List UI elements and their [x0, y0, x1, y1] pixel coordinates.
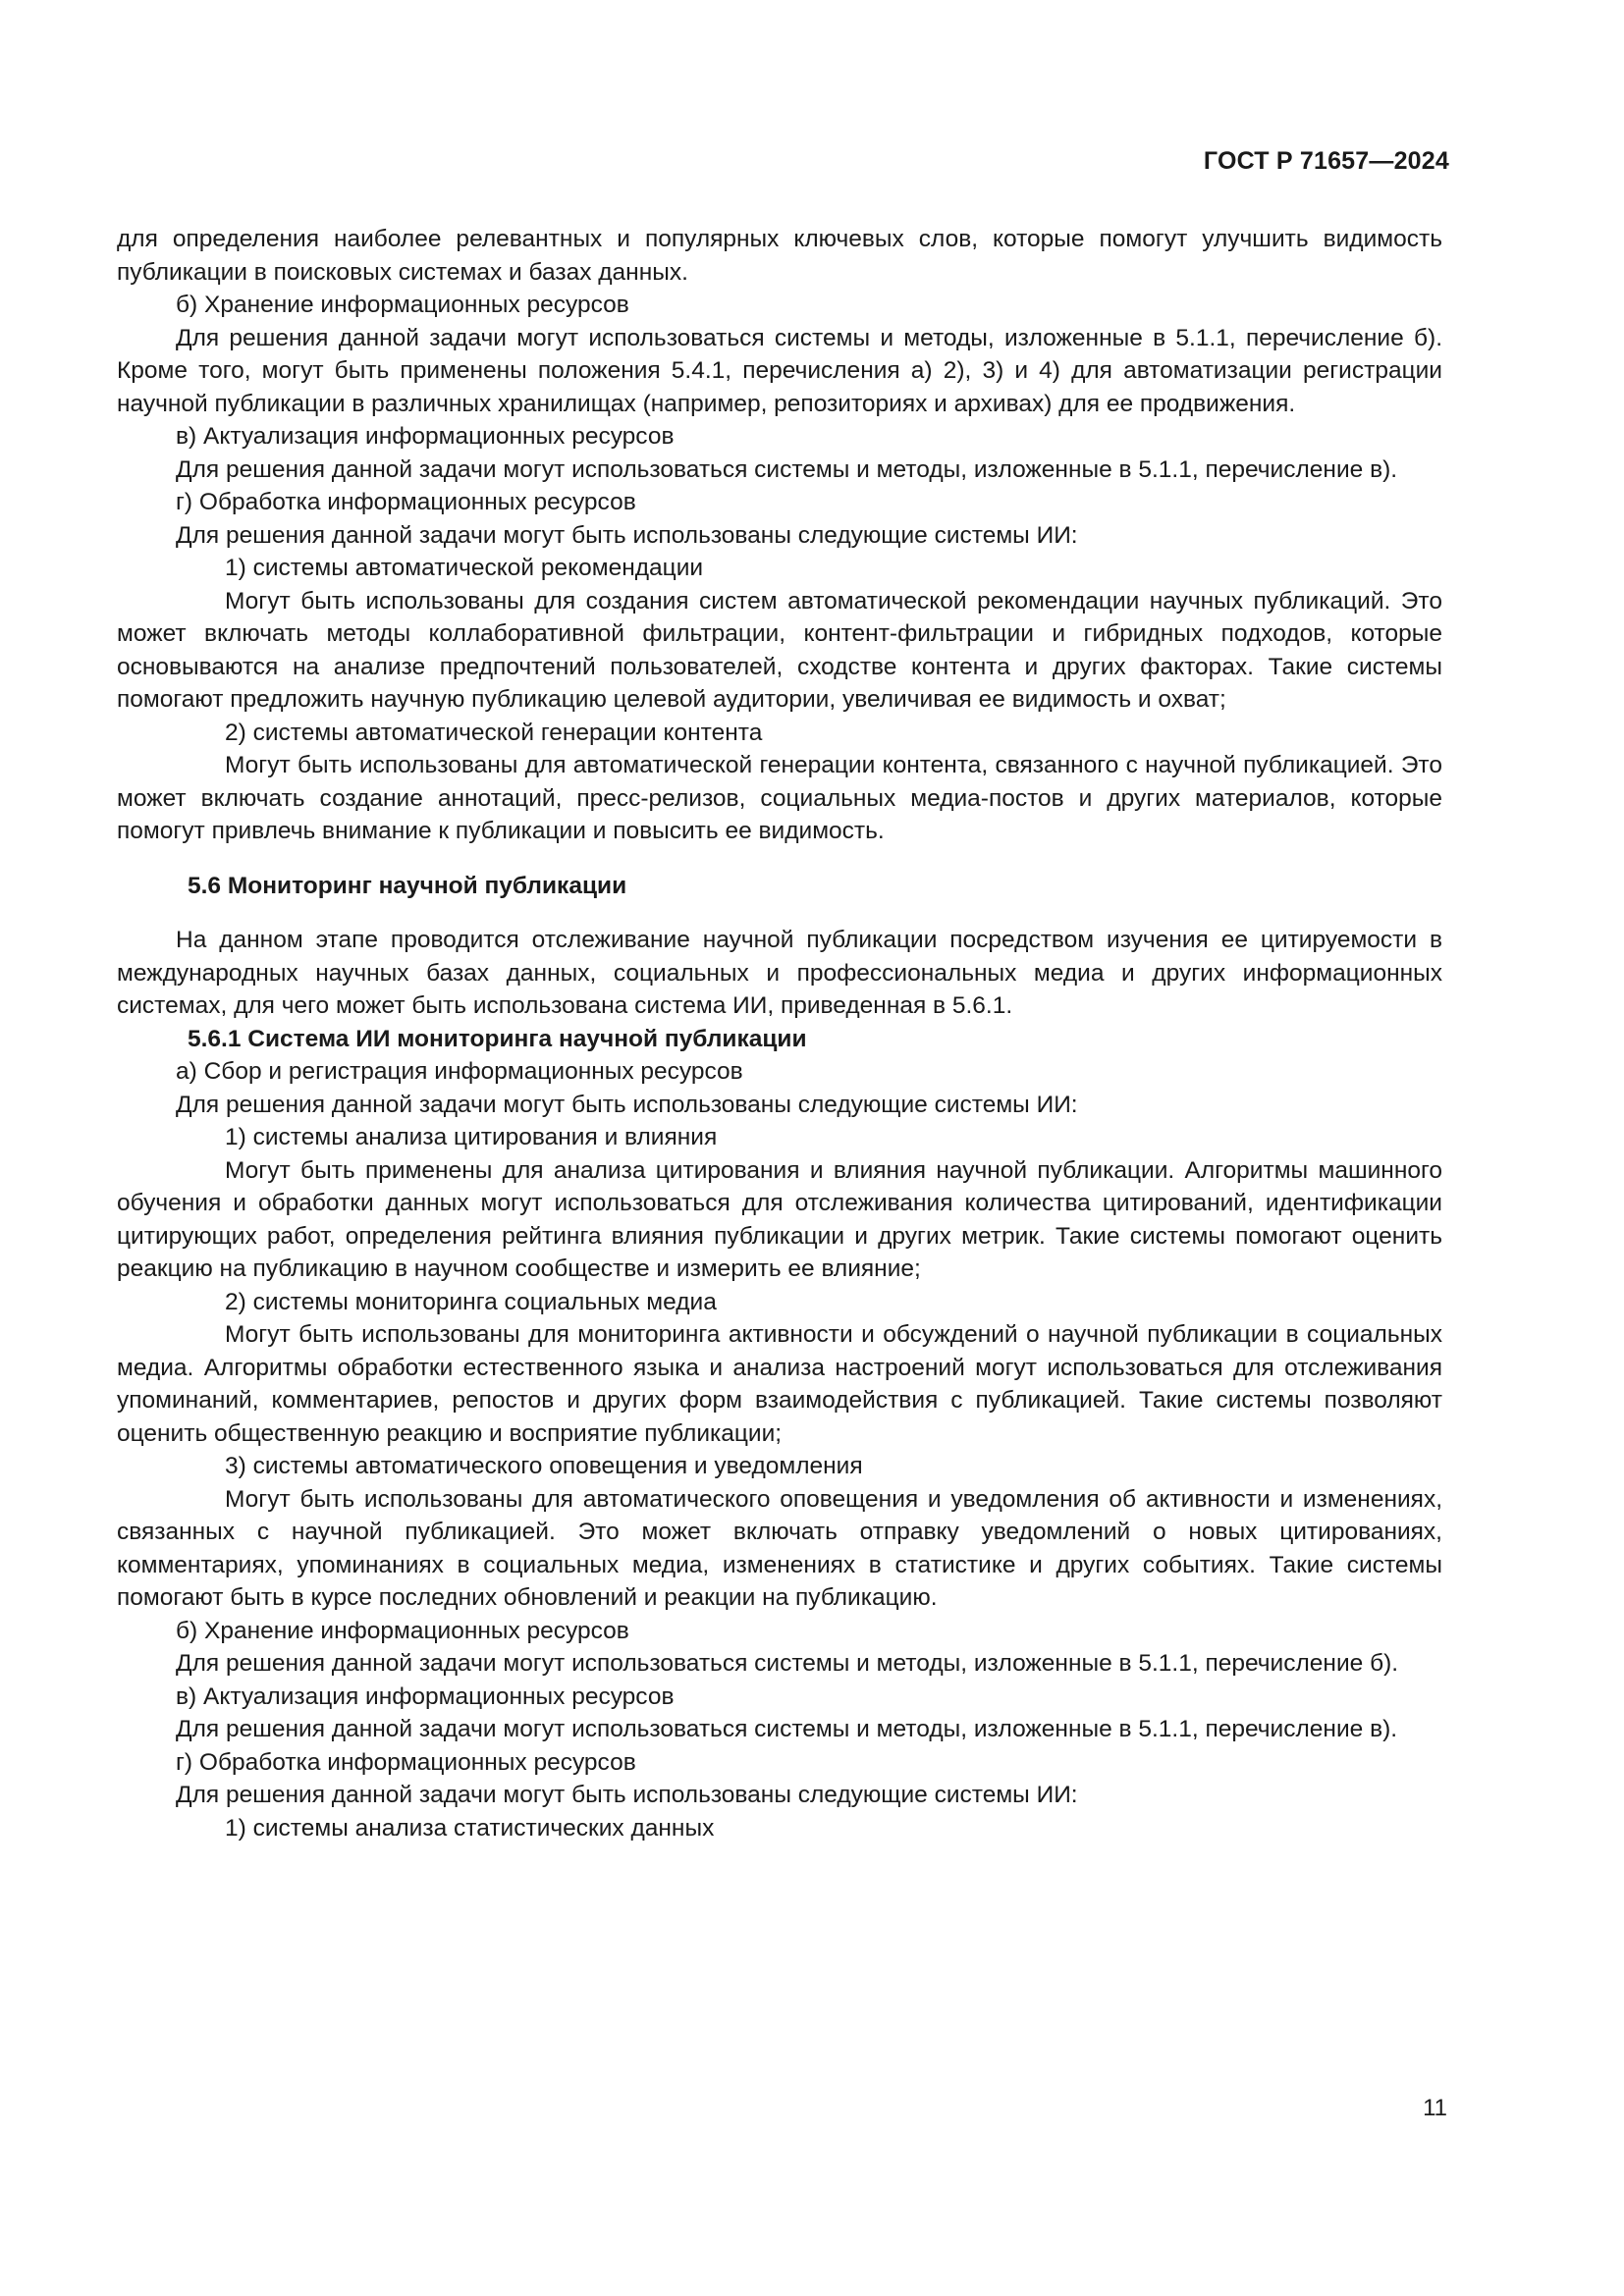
paragraph: Для решения данной задачи могут быть использованы следующие системы ИИ: [176, 1091, 1078, 1118]
sub-list-item: 1) системы анализа цитирования и влияния [225, 1124, 718, 1150]
paragraph: Могут быть использованы для автоматического оповещения и уведомления об активности и изменениях, связанных с научной публикацией. Это может включать отправку уведомлений о новых цитированиях, комментариях, упоминаниях в социальных медиа, изменениях в статистике и других событиях. Такие системы помогают быть в курсе последних обновлений и реакции на публикацию. [117, 1485, 1442, 1611]
section-heading: 5.6 Мониторинг научной публикации [188, 872, 627, 899]
list-item-heading: в) Актуализация информационных ресурсов [176, 423, 675, 450]
sub-list-item: 1) системы автоматической рекомендации [225, 555, 704, 581]
list-item-heading: в) Актуализация информационных ресурсов [176, 1682, 675, 1710]
paragraph: Для решения данной задачи могут использоваться системы и методы, изложенные в 5.1.1, перечисление в). [176, 455, 1398, 483]
list-item-heading: б) Хранение информационных ресурсов [176, 1617, 629, 1644]
sub-list-item: 1) системы анализа статистических данных [225, 1814, 715, 1842]
paragraph: На данном этапе проводится отслеживание научной публикации посредством изучения ее цитируемости в международных научных базах данных, социальных и профессиональных медиа и других информационных системах, для чего может быть использована система ИИ, приведенная в 5.6.1. [117, 927, 1442, 1019]
paragraph: Для решения данной задачи могут быть использованы следующие системы ИИ: [176, 521, 1078, 549]
sub-list-item: 3) системы автоматического оповещения и уведомления [225, 1453, 863, 1479]
paragraph: Для решения данной задачи могут использоваться системы и методы, изложенные в 5.1.1, перечисление б). Кроме того, могут быть применены положения 5.4.1, перечисления а) 2), 3) и 4) для автоматизации регистрации научной публикации в различных хранилищах (например, репозиториях и архивах) для ее продвижения. [117, 324, 1442, 417]
paragraph: Для решения данной задачи могут быть использованы следующие системы ИИ: [176, 1782, 1078, 1808]
sub-list-item: 2) системы мониторинга социальных медиа [225, 1288, 717, 1315]
page-number: 11 [1423, 2095, 1447, 2121]
list-item-heading: г) Обработка информационных ресурсов [176, 489, 636, 515]
paragraph: Могут быть применены для анализа цитирования и влияния научной публикации. Алгоритмы машинного обучения и обработки данных могут использоваться для отслеживания количества цитирований, идентификации цитирующих работ, определения рейтинга влияния публикации и других метрик. Такие системы помогают оценить реакцию на публикацию в научном сообществе и измерить ее влияние; [117, 1156, 1442, 1282]
list-item-heading: б) Хранение информационных ресурсов [176, 292, 629, 318]
paragraph: Могут быть использованы для создания систем автоматической рекомендации научных публикаций. Это может включать методы коллаборативной фильтрации, контент-фильтрации и гибридных подходов, которые основываются на анализе предпочтений пользователей, сходстве контента и других факторах. Такие системы помогают предложить научную публикацию целевой аудитории, увеличивая ее видимость и охват; [117, 587, 1442, 713]
paragraph: Могут быть использованы для автоматической генерации контента, связанного с научной публикацией. Это может включать создание аннотаций, пресс-релизов, социальных медиа-постов и других материалов, которые помогут привлечь внимание к публикации и повысить ее видимость. [117, 752, 1442, 844]
sub-list-item: 2) системы автоматической генерации контента [225, 719, 763, 746]
subsection-heading: 5.6.1 Система ИИ мониторинга научной публикации [188, 1025, 807, 1052]
document-body [117, 223, 1442, 1844]
list-item-heading: а) Сбор и регистрация информационных ресурсов [176, 1058, 743, 1085]
paragraph: Для решения данной задачи могут использоваться системы и методы, изложенные в 5.1.1, перечисление в). [176, 1716, 1398, 1742]
paragraph: Могут быть использованы для мониторинга активности и обсуждений о научной публикации в социальных медиа. Алгоритмы обработки естественного языка и анализа настроений могут использоваться для отслеживания упоминаний, комментариев, репостов и других форм взаимодействия с публикацией. Такие системы позволяют оценить общественную реакцию и восприятие публикации; [117, 1321, 1442, 1447]
paragraph: Для решения данной задачи могут использоваться системы и методы, изложенные в 5.1.1, перечисление б). [176, 1650, 1399, 1677]
paragraph: для определения наиболее релевантных и популярных ключевых слов, которые помогут улучшить видимость публикации в поисковых системах и базах данных. [117, 226, 1442, 286]
document-code-header: ГОСТ Р 71657—2024 [1203, 147, 1449, 175]
list-item-heading: г) Обработка информационных ресурсов [176, 1748, 636, 1776]
